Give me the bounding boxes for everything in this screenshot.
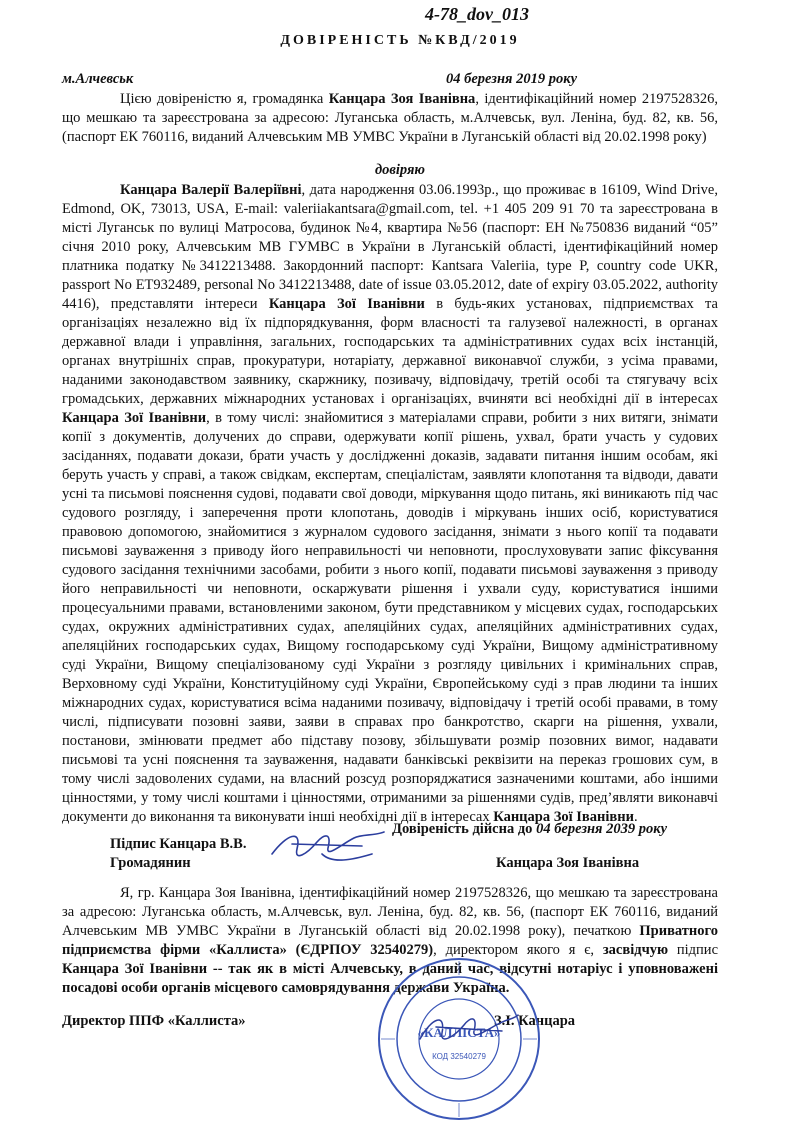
intro-paragraph [62,90,718,147]
document-date: 04 березня 2019 року [446,71,578,87]
trust-word: довіряю [374,162,426,178]
principal-name: Канцара Зоя Іванівна [328,91,476,107]
intro-text-2: , ідентифікаційний номер 2197528326, що мешкаю та зареєстрована за адресою: Луганська область, м.Алчевськ, вул. Леніна, буд. 82, кв. 56, (паспорт ЕК 760116, виданий Алчевським МВ УМВС України в Луганській області від 20.02.1998 року) [62,91,718,145]
body-paragraph [62,181,718,827]
signature-label: Підпис Канцара В.В. [110,836,247,852]
director-name: З.І. Канцара [494,1013,576,1029]
cert-text-1: Я, гр. Канцара Зоя Іванівна, ідентифікаційний номер 2197528326, що мешкаю та зареєстрована за адресою: Луганська область, м.Алчевськ, вул. Леніна, буд. 82, кв. 56, (паспорт ЕК 760116, виданий Алчевським МВ УМВС України в Луганській області від 20.02.1998 року), печаткою [62,885,718,939]
cert-bold-tail: Канцара Зої Іванівни -- так як в місті Алчевську, в даний час, відсутні нотаріус і уповноважені посадові особи органів місцевого самоврядування держави Україна. [62,961,718,996]
cert-text-3: підпис [668,942,719,958]
intro-text-1: Цією довіреністю я, громадянка [120,91,329,107]
principal-name-ref: Канцара Зої Іванівни [268,296,425,312]
validity-text: Довіреність дійсна до [392,821,537,837]
certify-word: засвідчую [602,942,669,958]
document-place: м.Алчевськ [62,71,134,87]
principal-name-ref: Канцара Зої Іванівни [62,410,207,426]
validity-date: 04 березня 2039 року [536,821,668,837]
validity-line [392,821,667,838]
cert-text-2: , директором якого я є, [433,942,603,958]
page-title: ДОВІРЕНІСТЬ №КВД/2019 [280,33,520,48]
body-text-3: , в тому числі: знайомитися з матеріалами справи, робити з них витяги, знімати копії з документів, долучених до справи, одержувати копії рішень, ухвал, брати участь у судових засіданнях, подавати докази, брати участь у дослідженні доказів, задавати питання іншим особам, які беруть участь у справі, а також свідкам, експертам, спеціалістам, заявляти клопотання та відводи, давати усні та письмові пояснення судові, подавати свої доводи, міркування щодо питань, які виникають під час судового розгляду, і заперечення проти клопотань, доводів і міркувань інших осіб, користуватися правовою допомогою, знайомитися з журналом судового засідання, знімати з нього копії та подавати письмові зауваження з приводу його неправильності чи неповноти, прослуховувати запис фіксування судового засідання технічними засобами, робити з нього копії, подавати письмові зауваження з приводу його неправильності чи неповноти, оскаржувати рішення і ухвали суду, користуватися іншими процесуальними правами, встановленими законом, бути представником у місцевих судах, господарських судах, окружних адміністративних судах, апеляційних судах, апеляційних адміністративних судах, апеляційних господарських судах, Вищому господарському суді України, Вищому адміністративному суді України, Вищому спеціалізованому суді України з розгляду цивільних і кримінальних справ, Верховному суді України, Конституційному суді України, Європейському суді з прав людини та інших міжнародних судах, користуватися всіма наданими позивачу, відповідачу і третій особі правами, в тому числі, підписувати позовні заяви, заяви в справах про банкротство, скарги на рішення, ухвали, постанови, змінювати предмет або підставу позову, збільшувати розмір позовних вимог, надавати письмові та усні пояснення та зауваження, надавати банківські реквізити на переказ грошових сум, в тому числі задоволених судами, на власний розсуд розпоряджатися зазначеними коштами, або іншими цінностями, у тому числі коштами і цінностями, отриманими за рішеннями судів, пред’являти виконавчі документи до виконання та виконувати інші необхідні дії в інтересах [62,410,718,825]
seal-center-text: «КАЛЛІСТА» [417,1025,501,1040]
body-text-1: , дата народження 03.06.1993р., що проживає в 16109, Wind Drive, Edmond, OK, 73013, USA, E-mail: valeriiakantsara@gmail.com, tel. +1 405 209 91 70 та зареєстрована в місті Луганськ по вулиці Матросова, будинок №4, квартира №56 (паспорт: ЕН №750836 виданий “05” січня 2010 року, Алчевським МВ ГУМВС в України в Луганській області, ідентифікаційний номер платника податку №3412213488. Закордонний паспорт: Kantsara Valeriia, type P, country code UKR, passport No ET932489, personal No 3412213488, date of issue 03.05.2012, date of expiry 03.05.2022, authority 4416), представляти інтереси [62,182,718,312]
document-code: 4-78_dov_013 [425,4,529,24]
agent-name: Канцара Валерії Валеріївні [120,182,302,198]
handwritten-signature [262,824,392,869]
company-name: Приватного підприємства фірми «Каллиста» (ЄДРПОУ 32540279) [62,923,718,958]
seal-code-text: КОД 32540279 [432,1052,486,1061]
director-signature [412,1005,522,1053]
citizen-label: Громадянин [110,855,191,871]
citizen-name: Канцара Зоя Іванівна [496,855,640,871]
body-text-2: в будь-яких установах, підприємствах та організаціях незалежно від їх підпорядкування, форм власності та галузевої належності, в органах державної влади і управління, загальних, господарських та адміністративних судах всіх інстанцій, органах внутрішніх справ, прокуратури, нотаріату, державної виконавчої служби, з усіма правами, наданими законодавством заявнику, скаржнику, позивачу, відповідачу, третій особі та стягувачу всіх громадських, державних міжнародних установах і організаціях, вчиняти всі необхідні дії в інтересах [62,296,718,407]
director-label: Директор ППФ «Каллиста» [62,1013,246,1029]
principal-name-ref: Канцара Зої Іванівни [493,809,634,825]
body-text-4: . [633,809,638,825]
